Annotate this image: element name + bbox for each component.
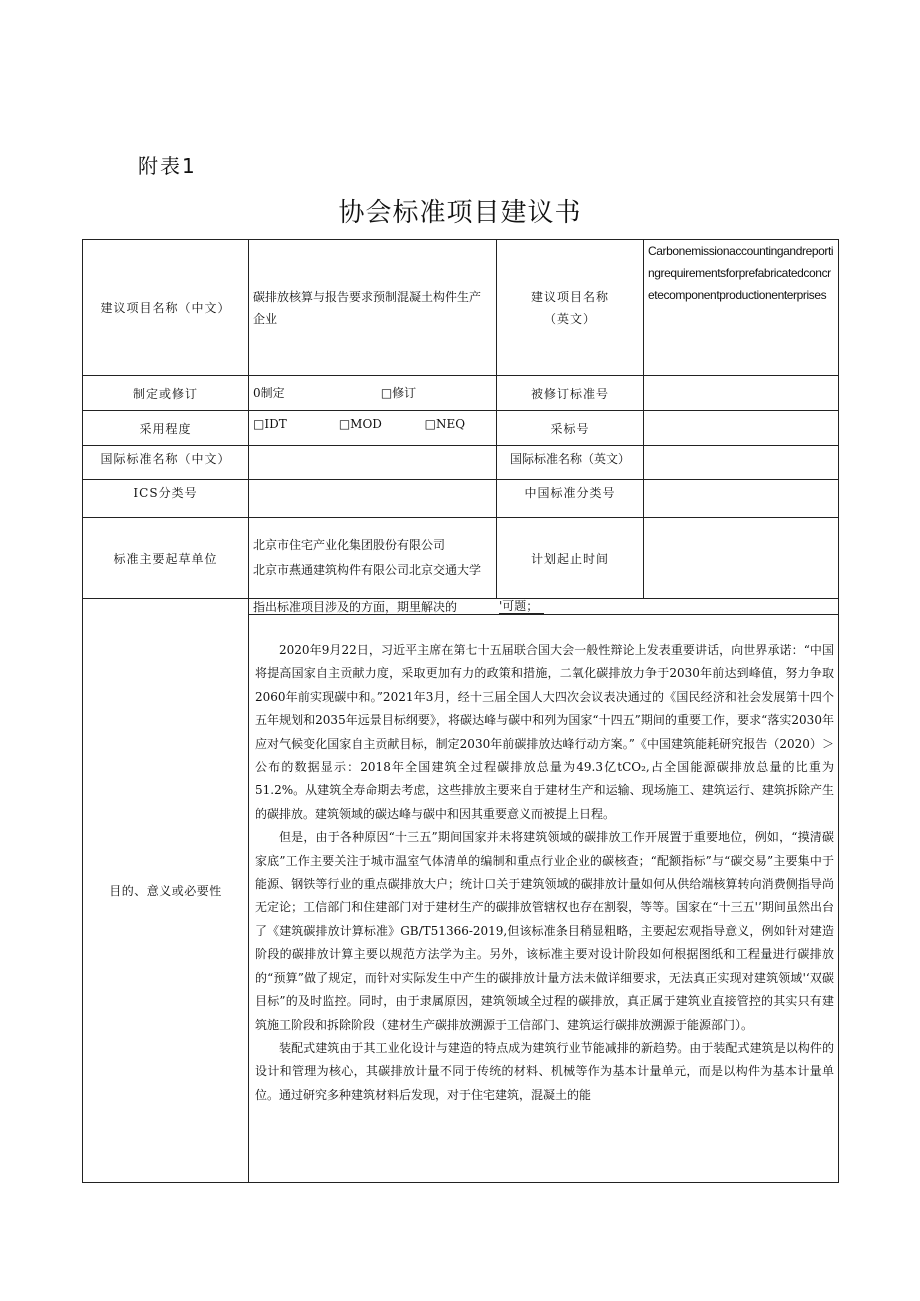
purpose-label: 目的、意义或必要性	[83, 599, 249, 1183]
purpose-paragraph: 但是，由于各种原因“十三五”期间国家并未将建筑领域的碳排放工作开展置于重要地位，例如，“摸清碳家底”工作主要关注于城市温室气体清单的编制和重点行业企业的碳核查；“配额指标”与“碳交易”主要集中于能源、钢铁等行业的重点碳排放大户；统计口关于建筑领域的碳排放计量如何从供给端核算转向消费侧指导尚无定论；工信部门和住建部门对于建材生产的碳排放管辖权也存在割裂，等等。国家在“十三五'’期间虽然出台了《建筑碳排放计算标准》GB/T51366-2019,但该标准条目稍显粗略，主要起宏观指导意义，例如针对建造阶段的碳排放计算主要以规范方法学为主。另外，该标准主要对设计阶段如何根据图纸和工程量进行碳排放的“预算”做了规定，而针对实际发生中产生的碳排放计量方法未做详细要求，无法真正实现对建筑领域'‘双碳目标”的及时监控。同时，由于隶属原因，建筑领域全过程的碳排放，真正属于建筑业直接管控的其实只有建筑施工阶段和拆除阶段（建材生产碳排放溯源于工信部门、建筑运行碳排放溯源于能源部门）。	[255, 830, 834, 1032]
cn-class-label: 中国标准分类号	[497, 480, 644, 518]
cn-class-value	[644, 480, 839, 518]
appendix-label: 附表1	[138, 154, 197, 178]
drafters-row	[83, 518, 839, 599]
intl-name-en-value	[644, 446, 839, 480]
adoption-row	[83, 411, 839, 446]
project-name-en-value: Carbonemissionaccountingandreportingrequirementsforprefabricatedconcretecomponentproductionenterprises	[644, 240, 839, 376]
plan-time-value	[644, 518, 839, 599]
proposal-form-table	[82, 239, 839, 1183]
project-name-en-label-line2: （英文）	[543, 311, 596, 326]
project-name-en-label-line1: 建议项目名称	[530, 289, 609, 304]
option-make: 0制定	[253, 386, 285, 400]
type-options-cell	[249, 376, 497, 411]
option-neq: □NEQ	[424, 417, 466, 431]
project-name-en-label-cell	[497, 240, 644, 376]
adopted-std-value	[644, 411, 839, 446]
purpose-guide-right: '可题；	[499, 599, 544, 614]
revised-std-label: 被修订标准号	[497, 376, 644, 411]
purpose-paragraph: 装配式建筑由于其工业化设计与建造的特点成为建筑行业节能减排的新趋势。由于装配式建筑是以构件的设计和管理为核心，其碳排放计量不同于传统的材料、机械等作为基本计量单元，而是以构件为基本计量单位。通过研究多种建筑材料后发现，对于住宅建筑，混凝土的能	[255, 1040, 834, 1102]
option-mod: □MOD	[338, 417, 382, 431]
purpose-guide-row	[83, 599, 839, 615]
classification-row	[83, 480, 839, 518]
purpose-paragraph: 2020年9月22日，习近平主席在第七十五届联合国大会一般性辩论上发表重要讲话，向世界承诺：“中国将提高国家自主贡献力度，采取更加有力的政策和措施，二氧化碳排放力争于2030年前达到峰值，努力争取2060年前实现碳中和。”2021年3月，经十三届全国人大四次会议表决通过的《国民经济和社会发展第十四个五年规划和2035年远景目标纲要》，将碳达峰与碳中和列为国家“十四五”期间的重要工作，要求“落实2030年应对气候变化国家自主贡献目标，制定2030年前碳排放达峰行动方案。”《中国建筑能耗研究报告（2020）＞公布的数据显示：2018年全国建筑全过程碳排放总量为49.3亿tCO₂,占全国能源碳排放总量的比重为51.2%。从建筑全寿命期去考虑，这些排放主要来自于建材生产和运输、现场施工、建筑运行、建筑拆除产生的碳排放。建筑领域的碳达峰与碳中和因其重要意义而被提上日程。	[255, 643, 834, 821]
drafters-list	[249, 518, 497, 599]
purpose-guide-left: 指出标准项目涉及的方面，期里解决的	[253, 599, 458, 614]
intl-name-cn-label: 国际标准名称（中文）	[83, 446, 249, 480]
project-name-cn-label: 建议项目名称（中文）	[83, 240, 249, 376]
purpose-body-text	[249, 615, 838, 1107]
option-revise: □修订	[380, 386, 417, 400]
intl-name-en-label: 国际标准名称（英文）	[497, 446, 644, 480]
type-label: 制定或修订	[83, 376, 249, 411]
adoption-options-cell	[249, 411, 497, 446]
intl-name-cn-value	[249, 446, 497, 480]
drafters-label: 标准主要起草单位	[83, 518, 249, 599]
revised-std-value	[644, 376, 839, 411]
ics-value	[249, 480, 497, 518]
ics-label: ICS分类号	[83, 480, 249, 518]
drafter-unit: 北京市燕通建筑构件有限公司北京交通大学	[253, 563, 482, 577]
project-name-row	[83, 240, 839, 376]
option-idt: □IDT	[253, 417, 287, 431]
purpose-body-cell	[249, 615, 839, 1183]
plan-time-label: 计划起止时间	[497, 518, 644, 599]
type-row	[83, 376, 839, 411]
adopted-std-label: 采标号	[497, 411, 644, 446]
purpose-guide-cell	[249, 599, 839, 615]
document-title: 协会标准项目建议书	[338, 198, 582, 228]
drafter-unit: 北京市住宅产业化集团股份有限公司	[253, 538, 446, 552]
intl-name-row	[83, 446, 839, 480]
project-name-cn-value: 碳排放核算与报告要求预制混凝土构件生产企业	[249, 240, 497, 376]
adoption-label: 采用程度	[83, 411, 249, 446]
